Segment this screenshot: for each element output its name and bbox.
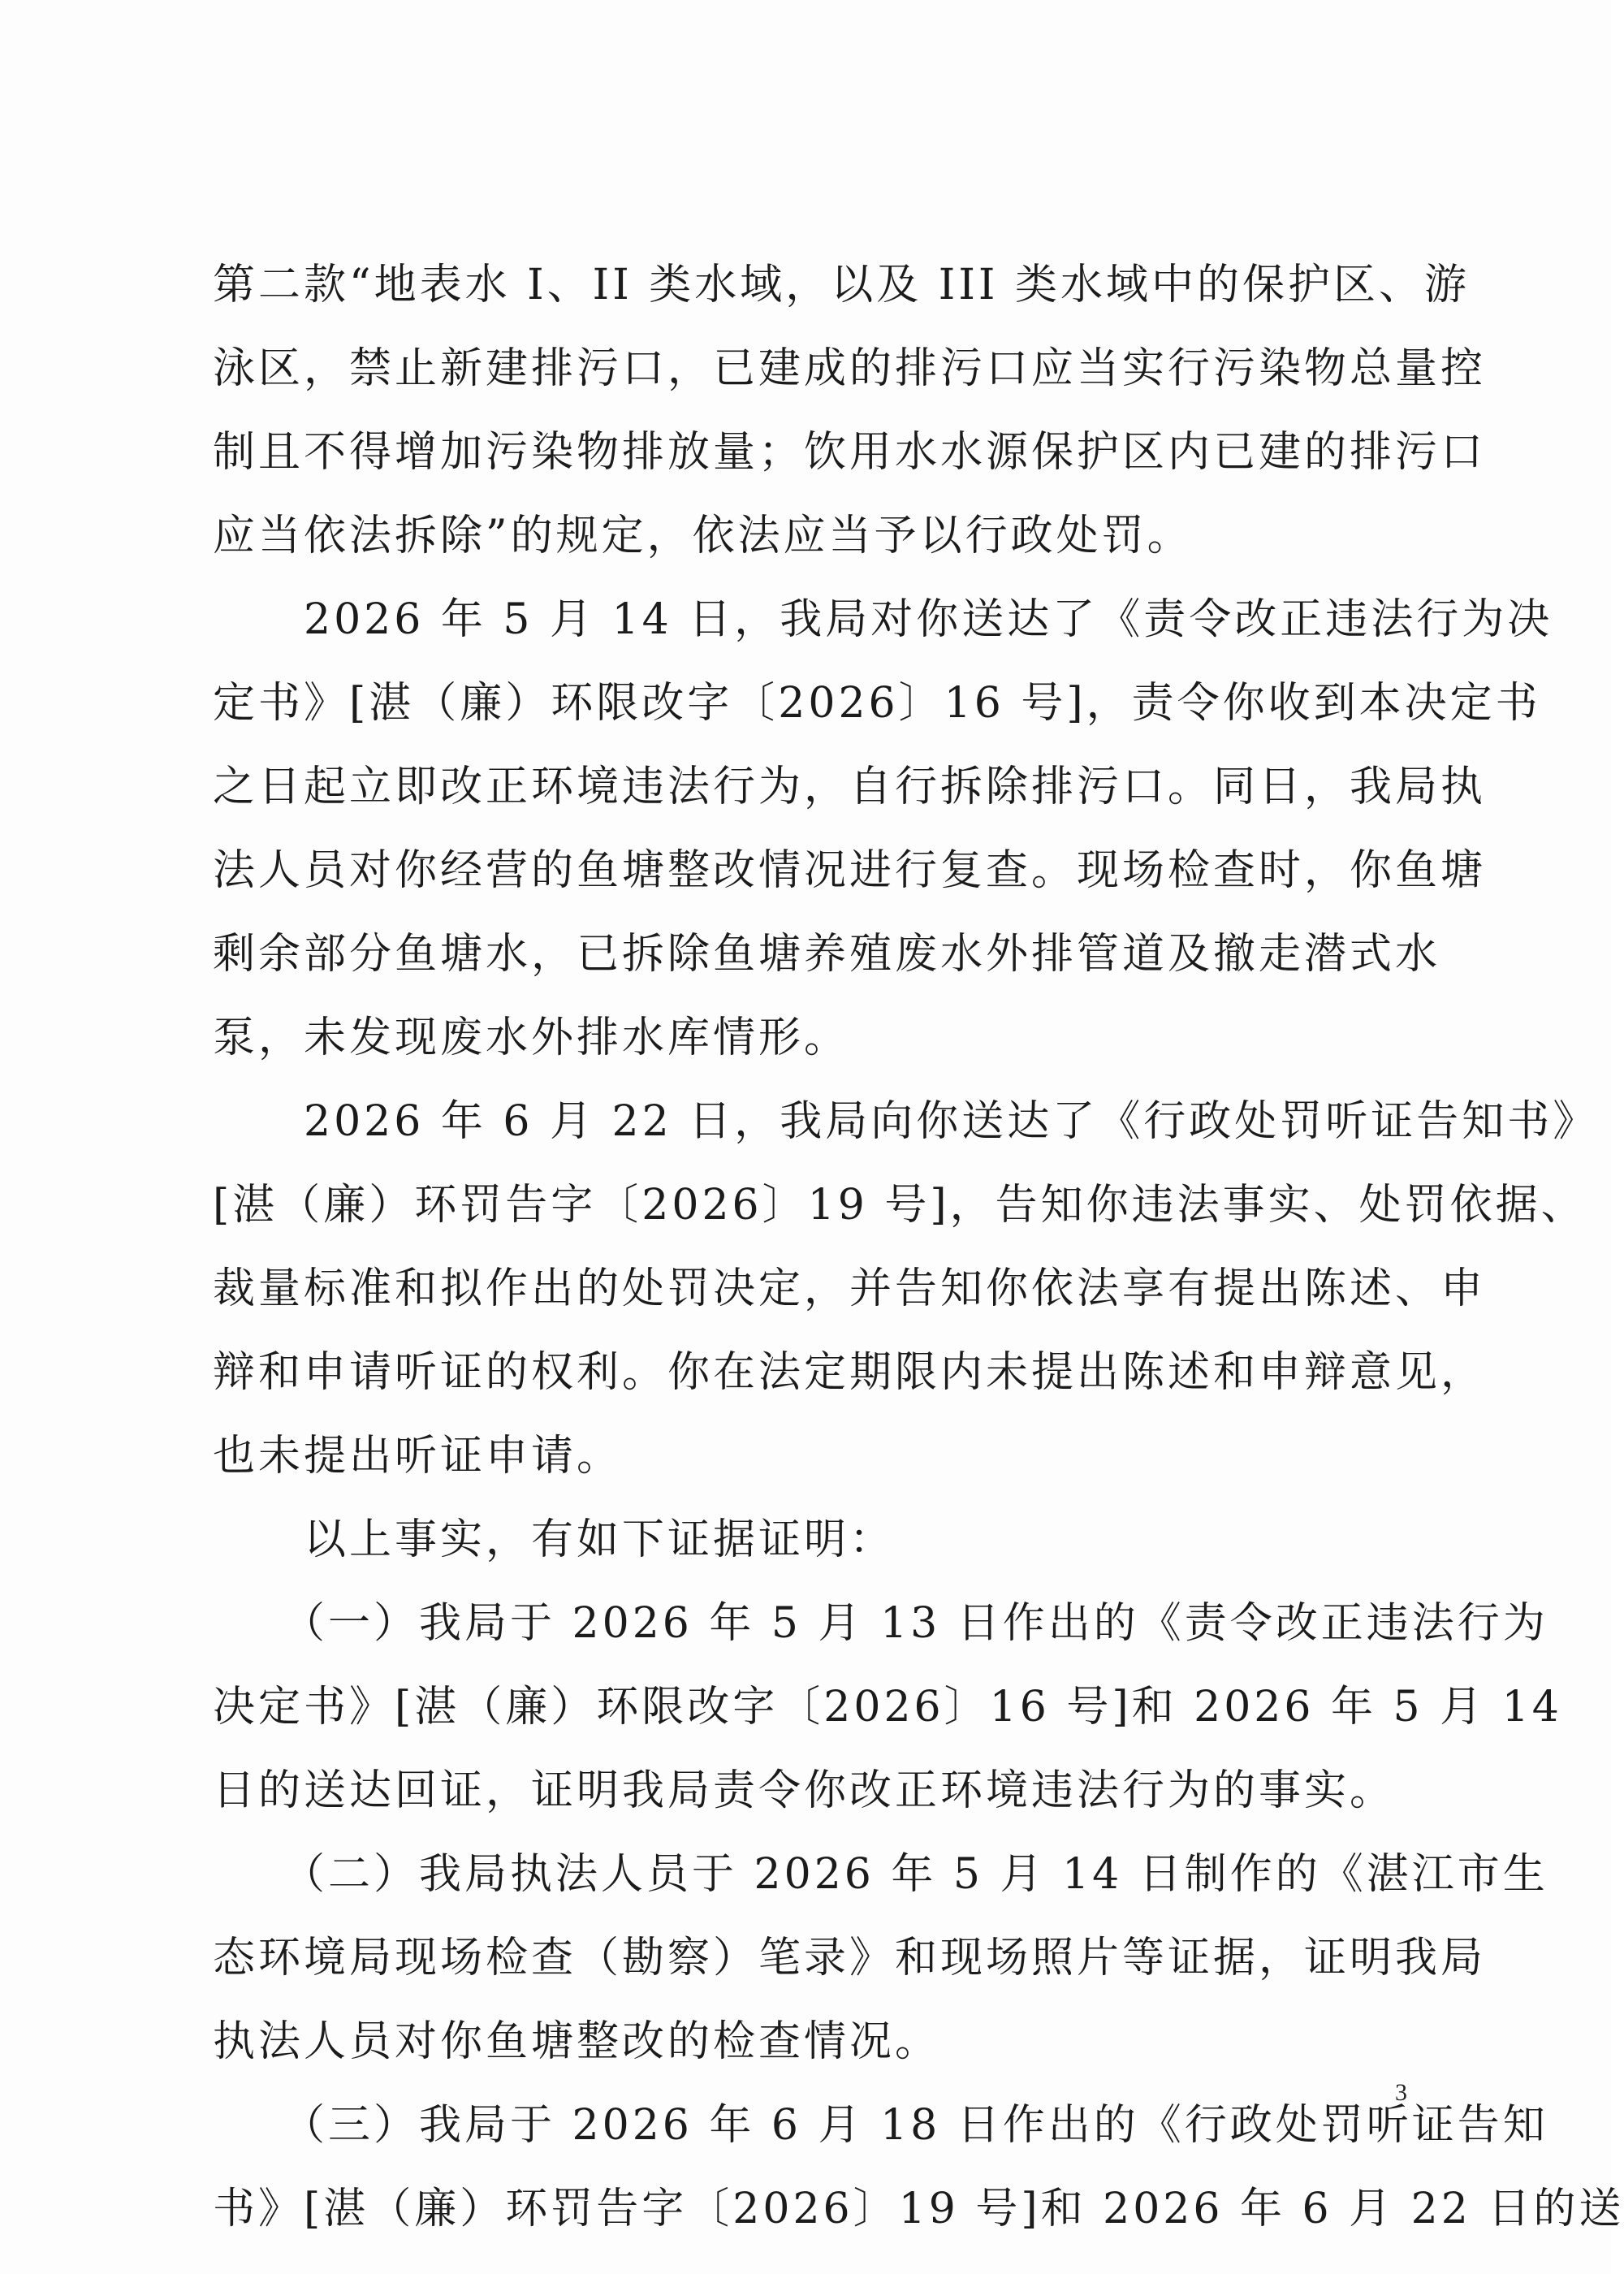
text-line: 法人员对你经营的鱼塘整改情况进行复查。现场检查时，你鱼塘 [213, 846, 1487, 895]
text-line: 制且不得增加污染物排放量；饮用水水源保护区内已建的排污口 [213, 428, 1487, 477]
text-line: 辩和申请听证的权利。你在法定期限内未提出陈述和申辩意见， [213, 1348, 1487, 1397]
text-line: 2026 年 5 月 14 日，我局对你送达了《责令改正违法行为决 [213, 595, 1553, 644]
text-line: 裁量标准和拟作出的处罚决定，并告知你依法享有提出陈述、申 [213, 1265, 1487, 1313]
text-line: 泵，未发现废水外排水库情形。 [213, 1014, 850, 1062]
text-line: （三）我局于 2026 年 6 月 18 日作出的《行政处罚听证告知 [213, 2101, 1548, 2150]
text-line: （二）我局执法人员于 2026 年 5 月 14 日制作的《湛江市生 [213, 1850, 1548, 1899]
text-line: 也未提出听证申请。 [213, 1432, 623, 1481]
text-line: 2026 年 6 月 22 日，我局向你送达了《行政处罚听证告知书》 [213, 1097, 1599, 1146]
text-line: （一）我局于 2026 年 5 月 13 日作出的《责令改正违法行为 [213, 1599, 1548, 1648]
text-line: 以上事实，有如下证据证明： [213, 1515, 896, 1564]
text-line: 决定书》[湛（廉）环限改字〔2026〕16 号]和 2026 年 5 月 14 [213, 1683, 1562, 1731]
text-line: 剩余部分鱼塘水，已拆除鱼塘养殖废水外排管道及撤走潜式水 [213, 930, 1441, 979]
text-line: [湛（廉）环罚告字〔2026〕19 号]，告知你违法事实、处罚依据、 [213, 1181, 1587, 1230]
page-number: 3 [1395, 2079, 1407, 2106]
text-line: 泳区，禁止新建排污口，已建成的排污口应当实行污染物总量控 [213, 344, 1487, 393]
text-line: 书》[湛（廉）环罚告字〔2026〕19 号]和 2026 年 6 月 22 日的送 [213, 2185, 1624, 2233]
text-line: 执法人员对你鱼塘整改的检查情况。 [213, 2017, 941, 2066]
text-line: 定书》[湛（廉）环限改字〔2026〕16 号]，责令你收到本决定书 [213, 679, 1541, 728]
text-line: 之日起立即改正环境违法行为，自行拆除排污口。同日，我局执 [213, 763, 1487, 811]
text-line: 应当依法拆除”的规定，依法应当予以行政处罚。 [213, 512, 1193, 560]
text-line: 态环境局现场检查（勘察）笔录》和现场照片等证据，证明我局 [213, 1934, 1487, 1982]
text-line: 第二款“地表水 I、II 类水域，以及 III 类水域中的保护区、游 [213, 261, 1470, 309]
text-line: 日的送达回证，证明我局责令你改正环境违法行为的事实。 [213, 1766, 1396, 1815]
document-body [213, 244, 1624, 2251]
